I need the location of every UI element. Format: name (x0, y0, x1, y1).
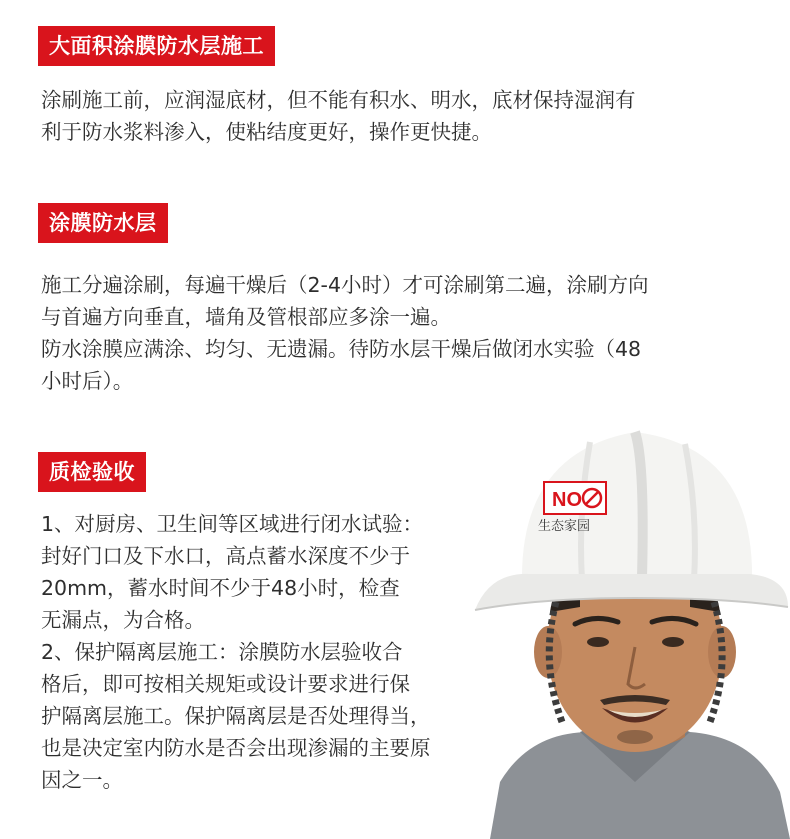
text-line: 因之一。 (41, 768, 123, 792)
text-line: 与首遍方向垂直，墙角及管根部应多涂一遍。 (41, 305, 451, 329)
text-line: 封好门口及下水口，高点蓄水深度不少于 (41, 544, 410, 568)
text-line: 无漏点，为合格。 (41, 608, 205, 632)
text-line: 施工分遍涂刷，每遍干燥后（2-4小时）才可涂刷第二遍，涂刷方向 (41, 273, 649, 297)
helmet-logo-brand: 生态家园 (538, 519, 591, 534)
section-title-coating-layer: 涂膜防水层 (38, 203, 168, 243)
text-line: 护隔离层施工。保护隔离层是否处理得当， (41, 704, 431, 728)
helmet-logo-mark: NO (552, 489, 582, 511)
section-body-quality-inspection (41, 508, 431, 796)
text-line: 利于防水浆料渗入，使粘结度更好，操作更快捷。 (41, 120, 492, 144)
text-line: 20mm，蓄水时间不少于48小时，检查 (41, 576, 400, 600)
text-line: 防水涂膜应满涂、均匀、无遗漏。待防水层干燥后做闭水实验（48 (41, 337, 642, 361)
section-title-quality-inspection: 质检验收 (38, 452, 146, 492)
section-body-large-area-coating (41, 84, 636, 148)
text-line: 1、对厨房、卫生间等区域进行闭水试验： (41, 512, 424, 536)
text-line: 涂刷施工前，应润湿底材，但不能有积水、明水，底材保持湿润有 (41, 88, 636, 112)
text-line: 也是决定室内防水是否会出现渗漏的主要原 (41, 736, 431, 760)
text-line: 2、保护隔离层施工：涂膜防水层验收合 (41, 640, 403, 664)
section-title-large-area-coating: 大面积涂膜防水层施工 (38, 26, 275, 66)
worker-with-helmet-photo (470, 402, 790, 839)
text-line: 小时后）。 (41, 369, 134, 393)
text-line: 格后，即可按相关规矩或设计要求进行保 (41, 672, 410, 696)
section-body-coating-layer (41, 269, 648, 397)
